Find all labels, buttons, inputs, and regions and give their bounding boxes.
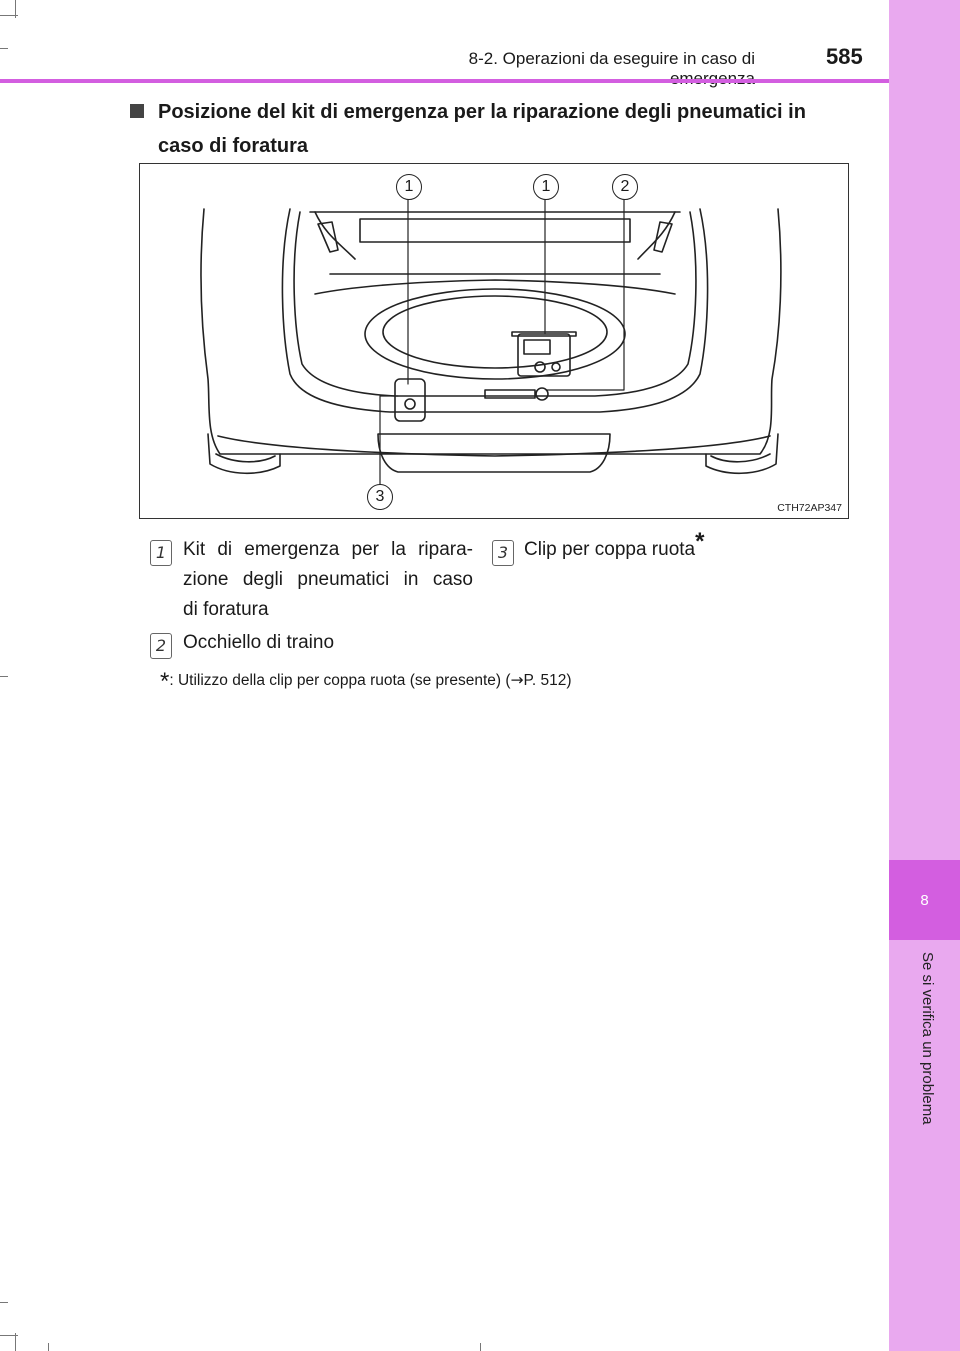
callout-2: 2 — [612, 174, 638, 200]
crop-mark — [480, 1343, 481, 1351]
footnote-text-before: : Utilizzo della clip per coppa ruota (se presente) ( — [169, 672, 511, 689]
crop-mark — [0, 676, 8, 677]
chapter-number: 8 — [920, 891, 929, 909]
figure-code: CTH72AP347 — [777, 502, 842, 514]
callout-1b: 1 — [533, 174, 559, 200]
section-heading — [130, 95, 850, 163]
page-number: 585 — [826, 44, 863, 69]
header-rule — [0, 79, 889, 83]
car-rear-drawing — [140, 164, 847, 517]
legend-item-1-line: di foratura — [183, 599, 269, 620]
legend-item-3 — [524, 528, 705, 565]
trunk-illustration — [139, 163, 849, 519]
crop-mark — [15, 1333, 16, 1351]
section-title: 8-2. Operazioni da eseguire in caso di — [468, 49, 755, 68]
footnote — [160, 668, 572, 696]
footnote-star: * — [160, 668, 170, 695]
legend-number-1: 1 — [150, 540, 172, 566]
callout-1a: 1 — [396, 174, 422, 200]
legend-item-3-text: Clip per coppa ruota — [524, 539, 696, 560]
legend-item-3-star: * — [695, 528, 705, 555]
legend-item-1-line: zione degli pneumatici in caso — [183, 569, 473, 590]
legend-item-1 — [183, 535, 473, 625]
legend-number-3: 3 — [492, 540, 514, 566]
legend-item-2-text: Occhiello di traino — [183, 632, 335, 653]
chapter-title: Se si verifica un problema — [919, 952, 936, 1125]
right-arrow-icon: → — [510, 671, 524, 689]
callout-3: 3 — [367, 484, 393, 510]
heading-line-2: caso di foratura — [158, 135, 309, 157]
legend-number-2: 2 — [150, 633, 172, 659]
crop-mark — [0, 48, 8, 49]
footnote-page-ref[interactable]: P. 512) — [523, 672, 572, 689]
legend-item-2 — [183, 628, 334, 658]
crop-mark — [48, 1343, 49, 1351]
legend-item-1-line: Kit di emergenza per la ripara- — [183, 539, 473, 560]
crop-mark — [15, 0, 16, 18]
heading-line-1: Posizione del kit di emergenza per la riparazione degli pneumatici in — [158, 101, 806, 123]
heading-bullet-icon — [130, 104, 144, 118]
chapter-number-badge — [889, 860, 960, 940]
crop-mark — [0, 1302, 8, 1303]
